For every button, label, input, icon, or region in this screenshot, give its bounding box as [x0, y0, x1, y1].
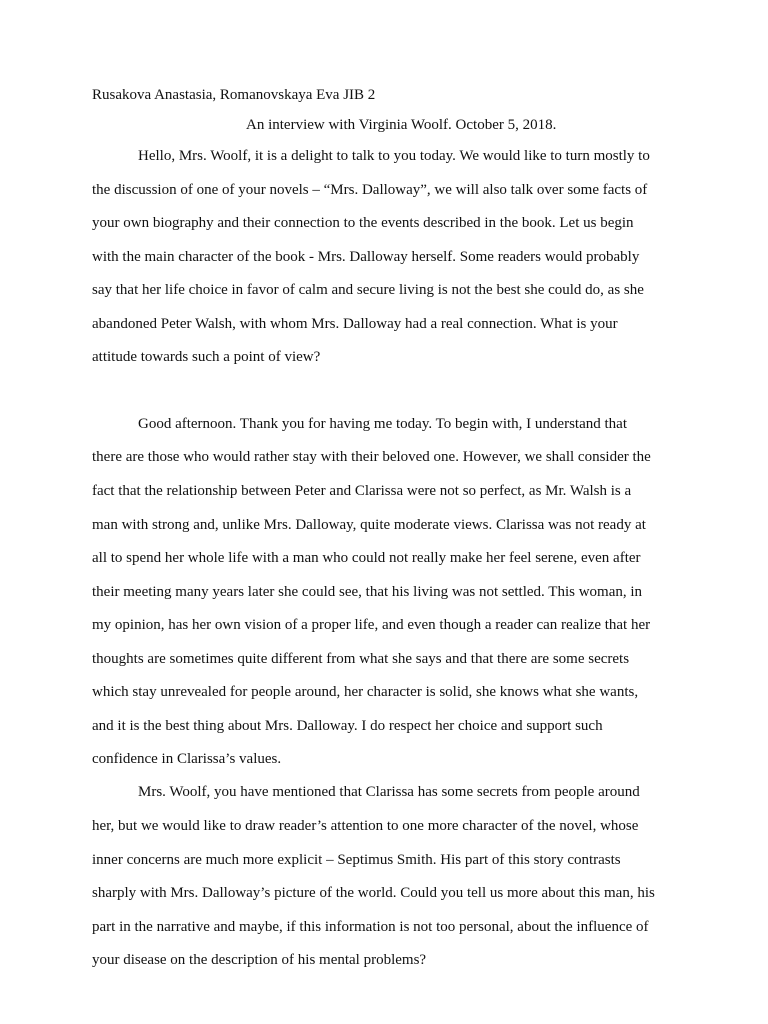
body-line: the discussion of one of your novels – “Mrs. Dalloway”, we will also talk over some facts of	[92, 182, 648, 198]
body-line: inner concerns are much more explicit – Septimus Smith. His part of this story contrasts	[92, 852, 621, 868]
body-line: your disease on the description of his mental problems?	[92, 952, 427, 968]
body-line: abandoned Peter Walsh, with whom Mrs. Dalloway had a real connection. What is your	[92, 316, 618, 332]
author-line: Rusakova Anastasia, Romanovskaya Eva JIB 2	[92, 87, 376, 103]
body-line: fact that the relationship between Peter and Clarissa were not so perfect, as Mr. Walsh is a	[92, 483, 632, 499]
body-line: thoughts are sometimes quite different from what she says and that there are some secrets	[92, 651, 630, 667]
body-line: and it is the best thing about Mrs. Dalloway. I do respect her choice and support such	[92, 718, 603, 734]
body-line: which stay unrevealed for people around, her character is solid, she knows what she wants,	[92, 684, 639, 700]
body-line: their meeting many years later she could see, that his living was not settled. This woman, in	[92, 584, 643, 600]
body-line: part in the narrative and maybe, if this information is not too personal, about the influence of	[92, 919, 649, 935]
body-line: say that her life choice in favor of calm and secure living is not the best she could do, as she	[92, 282, 644, 298]
body-line: Mrs. Woolf, you have mentioned that Clarissa has some secrets from people around	[138, 784, 640, 800]
body-line: Good afternoon. Thank you for having me today. To begin with, I understand that	[138, 416, 627, 432]
body-line: sharply with Mrs. Dalloway’s picture of the world. Could you tell us more about this man, his	[92, 885, 655, 901]
body-line: there are those who would rather stay with their beloved one. However, we shall consider the	[92, 449, 651, 465]
document-title: An interview with Virginia Woolf. October 5, 2018.	[246, 117, 557, 133]
body-line: all to spend her whole life with a man who could not really make her feel serene, even after	[92, 550, 641, 566]
body-line: her, but we would like to draw reader’s attention to one more character of the novel, whose	[92, 818, 639, 834]
body-line: my opinion, has her own vision of a proper life, and even though a reader can realize that her	[92, 617, 651, 633]
body-line: with the main character of the book - Mrs. Dalloway herself. Some readers would probably	[92, 249, 640, 265]
body-line: confidence in Clarissa’s values.	[92, 751, 282, 767]
body-line: attitude towards such a point of view?	[92, 349, 321, 365]
body-line: Hello, Mrs. Woolf, it is a delight to talk to you today. We would like to turn mostly to	[138, 148, 650, 164]
body-line: man with strong and, unlike Mrs. Dalloway, quite moderate views. Clarissa was not ready at	[92, 517, 646, 533]
body-line: your own biography and their connection to the events described in the book. Let us begin	[92, 215, 634, 231]
